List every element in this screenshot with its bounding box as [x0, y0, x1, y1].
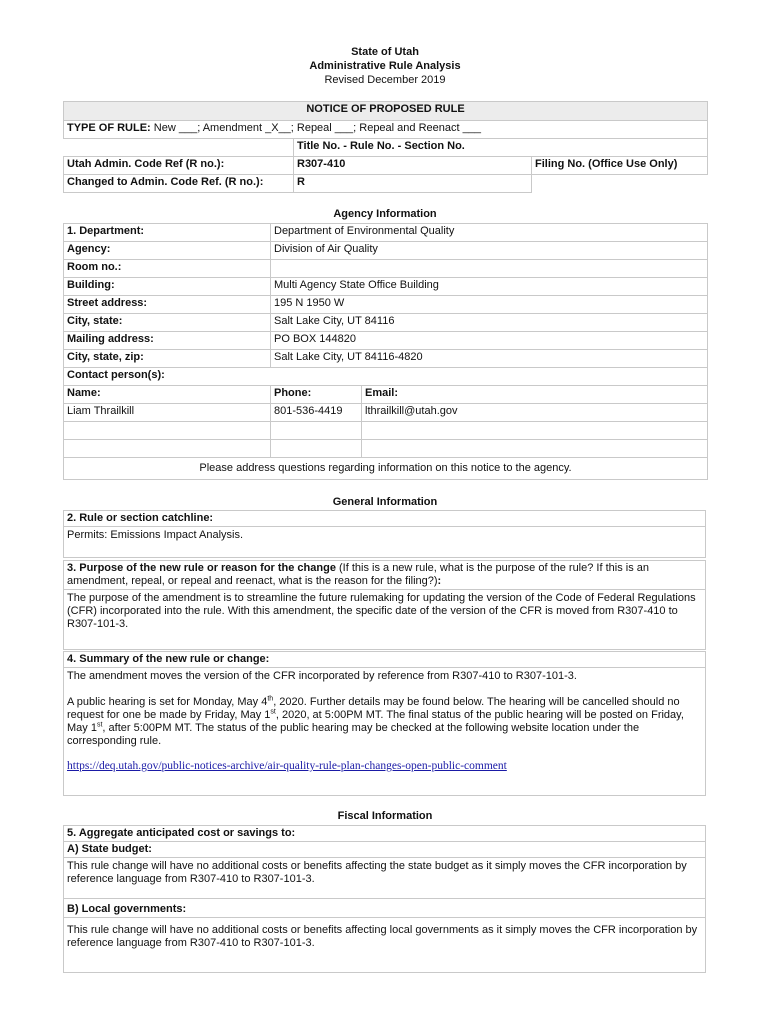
contact-phone-header: Phone:: [271, 386, 362, 404]
agency-footer-note: Please address questions regarding information on this notice to the agency.: [64, 458, 708, 480]
fiscal-section-title: Fiscal Information: [337, 810, 433, 822]
state-budget-answer: This rule change will have no additional costs or benefits affecting the state budget as it simply moves the CFR incorporation by reference language from R307-410 to R307-101-3.: [64, 858, 705, 899]
street-address-label: Street address:: [64, 296, 271, 314]
building-value: Multi Agency State Office Building: [271, 278, 708, 296]
agency-label: Agency:: [64, 242, 271, 260]
notice-title: NOTICE OF PROPOSED RULE: [64, 102, 708, 121]
city-state-zip-label: City, state, zip:: [64, 350, 271, 368]
changed-ref-value: R: [294, 175, 532, 193]
summary-box: [63, 651, 706, 796]
summary-answer: [64, 668, 705, 775]
catchline-box: [63, 510, 706, 558]
mailing-address-value: PO BOX 144820: [271, 332, 708, 350]
purpose-box: [63, 560, 706, 650]
contact-phone-value: 801-536-4419: [271, 404, 362, 422]
public-comment-link[interactable]: https://deq.utah.gov/public-notices-archive/air-quality-rule-plan-changes-open-public-comment: [67, 760, 507, 772]
department-value: Department of Environmental Quality: [271, 224, 708, 242]
purpose-label: 3. Purpose of the new rule or reason for the change: [67, 562, 336, 574]
purpose-question: 3. Purpose of the new rule or reason for the change (If this is a new rule, what is the purpose of the rule? If this is an amendment, repeal, or repeal and reenact, what is the reason for the filing?):: [64, 561, 705, 590]
contact-email-blank: [362, 440, 708, 458]
notice-table: [63, 101, 708, 193]
code-ref-label: Utah Admin. Code Ref (R no.):: [64, 157, 294, 175]
agency-section-title: Agency Information: [333, 208, 437, 220]
summary-paragraph-2: A public hearing is set for Monday, May 4th, 2020. Further details may be found below. The hearing will be cancelled should no request for one be made by Friday, May 1st, 2020, at 5:00PM MT. The final status of the public hearing will be posted on Friday, May 1st, after 5:00PM MT. The status of the public hearing may be checked at the following website location under the corresponding rule.: [67, 695, 684, 747]
agency-value: Division of Air Quality: [271, 242, 708, 260]
city-state-zip-value: Salt Lake City, UT 84116-4820: [271, 350, 708, 368]
filing-no-label: Filing No. (Office Use Only): [532, 157, 708, 175]
contact-name-value: Liam Thrailkill: [64, 404, 271, 422]
catchline-label: 2. Rule or section catchline:: [64, 511, 705, 527]
local-governments-label: B) Local governments:: [64, 899, 705, 918]
general-section-title: General Information: [332, 496, 438, 508]
catchline-answer: Permits: Emissions Impact Analysis.: [67, 529, 244, 541]
state-budget-label: A) State budget:: [64, 842, 705, 858]
revision-date: Revised December 2019: [324, 74, 446, 86]
room-label: Room no.:: [64, 260, 271, 278]
building-label: Building:: [64, 278, 271, 296]
purpose-answer: The purpose of the amendment is to streamline the future rulemaking for updating the version of the Code of Federal Regulations (CFR) incorporated into the rule. With this amendment, the specific date of the version of the CFR is moved from R307-410 to R307-101-3.: [67, 592, 696, 630]
contact-name-header: Name:: [64, 386, 271, 404]
code-ref-value: R307-410: [294, 157, 532, 175]
contact-name-blank: [64, 422, 271, 440]
agency-table: [63, 223, 708, 480]
purpose-hint: (If this is a new rule, what is the purpose of the rule? If this is an amendment, repeal, or repeal and reenact, what is the reason for the filing?): [67, 562, 649, 587]
type-of-rule-text: New ___; Amendment _X__; Repeal ___; Repeal and Reenact ___: [150, 122, 481, 134]
city-state-value: Salt Lake City, UT 84116: [271, 314, 708, 332]
local-governments-answer: This rule change will have no additional costs or benefits affecting local governments as it simply moves the CFR incorporation by reference language from R307-410 to R307-101-3.: [67, 924, 698, 949]
changed-ref-label: Changed to Admin. Code Ref. (R no.):: [64, 175, 294, 193]
summary-label: 4. Summary of the new rule or change:: [64, 652, 705, 668]
contact-phone-blank: [271, 440, 362, 458]
form-title: Administrative Rule Analysis: [309, 60, 461, 72]
summary-paragraph-1: The amendment moves the version of the CFR incorporated by reference from R307-410 to R307-101-3.: [67, 670, 577, 682]
department-label: 1. Department:: [64, 224, 271, 242]
contact-name-blank: [64, 440, 271, 458]
room-value: [271, 260, 708, 278]
contact-persons-label: Contact person(s):: [64, 368, 708, 386]
contact-email-header: Email:: [362, 386, 708, 404]
city-state-label: City, state:: [64, 314, 271, 332]
aggregate-cost-label: 5. Aggregate anticipated cost or savings to:: [64, 826, 705, 842]
type-of-rule-row: [64, 121, 708, 139]
state-heading: State of Utah: [351, 46, 419, 58]
title-rule-section-header: Title No. - Rule No. - Section No.: [294, 139, 708, 157]
contact-email-value: lthrailkill@utah.gov: [362, 404, 708, 422]
type-of-rule-label: TYPE OF RULE:: [67, 122, 151, 134]
fiscal-box: [63, 825, 706, 973]
mailing-address-label: Mailing address:: [64, 332, 271, 350]
contact-email-blank: [362, 422, 708, 440]
contact-phone-blank: [271, 422, 362, 440]
street-address-value: 195 N 1950 W: [271, 296, 708, 314]
